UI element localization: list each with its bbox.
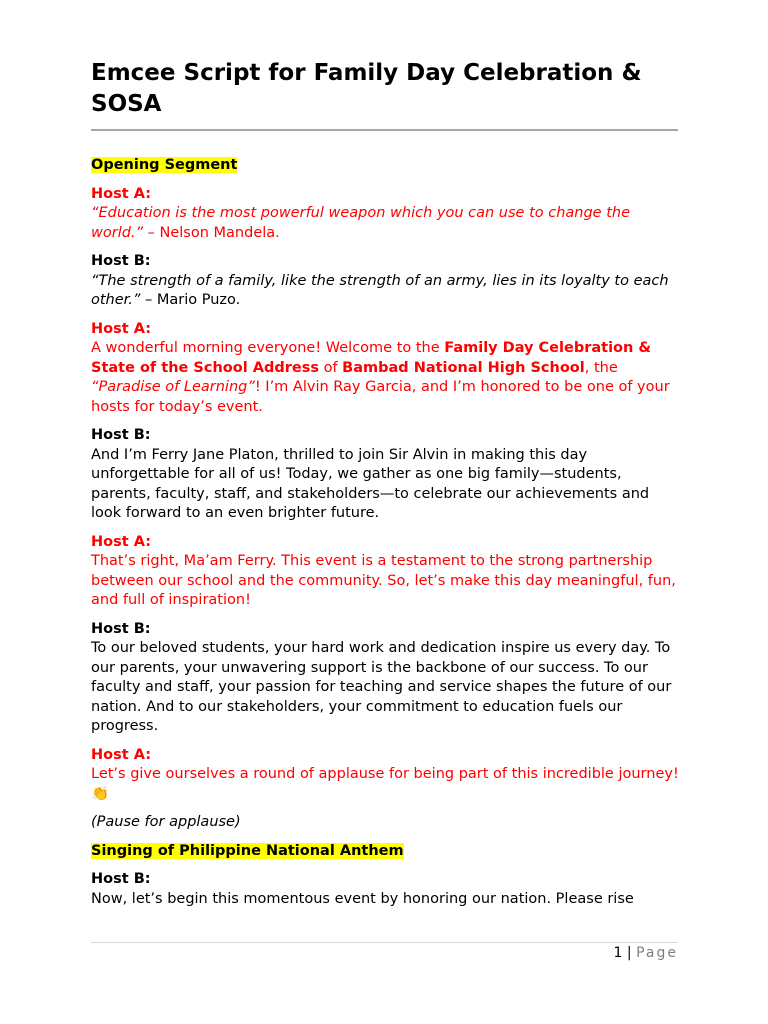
speaker-label: Host B:: [91, 253, 151, 269]
welcome-text-2: of: [318, 359, 343, 376]
speaker-label: Host A:: [91, 746, 151, 763]
speaker-label: Host A:: [91, 533, 151, 550]
footer-divider: [91, 942, 678, 943]
script-block-host-a-quote: [91, 185, 681, 244]
stage-direction: (Pause for applause): [91, 814, 241, 830]
script-block-host-a-welcome: [91, 320, 681, 418]
welcome-text-1: A wonderful morning everyone! Welcome to the: [91, 340, 445, 356]
script-text: And I’m Ferry Jane Platon, thrilled to join Sir Alvin in making this day unforgettable for all of us! Today, we gather as one big family—students, parents, faculty, staff, and stakeholders—to celebrate our achievements and look forward to an even brighter future.: [91, 446, 650, 521]
quote-text: “The strength of a family, like the strength of an army, lies in its loyalty to each other.”: [91, 272, 669, 308]
speaker-label: Host B:: [91, 871, 151, 887]
section-heading-opening: [91, 156, 681, 176]
speaker-label: Host B:: [91, 427, 151, 443]
quote-attribution: – Mario Puzo.: [140, 292, 241, 308]
quote-attribution: – Nelson Mandela.: [143, 224, 280, 241]
speaker-label: Host A:: [91, 185, 151, 202]
speaker-label: Host A:: [91, 320, 151, 337]
script-text: That’s right, Ma’am Ferry. This event is a testament to the strong partnership between our school and the community. So, let’s make this day meaningful, fun, and full of inspiration!: [91, 553, 676, 608]
script-block-host-a-partnership: [91, 533, 681, 611]
school-motto: “Paradise of Learning”: [91, 379, 255, 395]
document-title: Emcee Script for Family Day Celebration & SOSA: [91, 60, 642, 117]
script-text: Now, let’s begin this momentous event by honoring our nation. Please rise: [91, 890, 634, 907]
script-block-host-b-quote: [91, 252, 681, 311]
event-name: Family Day Celebration & State of the School Address: [91, 340, 652, 376]
page-label: Page: [636, 945, 678, 961]
speaker-label: Host B:: [91, 620, 151, 637]
school-name: Bambad National High School: [342, 359, 585, 376]
quote-text: “Education is the most powerful weapon which you can use to change the world.”: [91, 205, 631, 241]
opening-segment-heading: Opening Segment: [91, 157, 238, 173]
script-text: To our beloved students, your hard work and dedication inspire us every day. To our parents, your unwavering support is the backbone of our success. To our faculty and staff, your passion for teaching and service shapes the future of our nation. And to our stakeholders, your commitment to education fuels our progress.: [91, 640, 672, 734]
section-heading-anthem: [91, 842, 681, 862]
document-body: [91, 156, 681, 918]
page-number: 1: [613, 945, 623, 961]
welcome-text-3: , the: [584, 359, 618, 376]
page-separator: |: [622, 945, 637, 961]
script-text: Let’s give ourselves a round of applause for being part of this incredible journey! 👏: [91, 766, 679, 802]
script-block-host-a-applause: [91, 746, 681, 805]
script-block-host-b-intro: [91, 426, 681, 524]
page-footer: [614, 944, 678, 962]
title-divider: [91, 129, 678, 131]
script-block-host-b-anthem: [91, 870, 681, 909]
script-block-host-b-gratitude: [91, 620, 681, 737]
welcome-text-4: ! I’m Alvin Ray Garcia, and I’m honored to be one of your hosts for today’s event.: [91, 379, 670, 415]
anthem-heading: Singing of Philippine National Anthem: [91, 842, 404, 859]
